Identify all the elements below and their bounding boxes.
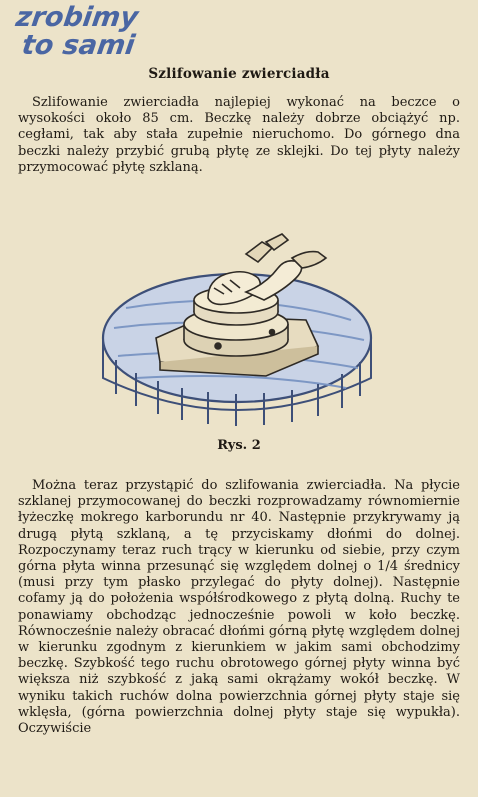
figure-caption: Rys. 2 — [217, 438, 261, 453]
section-logo — [13, 2, 146, 68]
article-paragraph-2: Można teraz przystąpić do szlifowania zwierciadła. Na płycie szklanej przymocowanej do beczki rozprowadzamy równomiernie łyżeczkę mokrego karborundu nr 40. Następnie przykrywamy ją drugą płytą szklaną, a tę przyciskamy dłońmi do dolnej. Rozpoczynamy teraz ruch trący w kierunku od siebie, przy czym górna płyta winna przesunąć się względem dolnej o 1/4 średnicy (musi przy tym płasko przylegać do płyty dolnej). Następnie cofamy ją do położenia współśrodkowego z płytą dolną. Ruchy te ponawiamy obchodząc jednocześnie powoli w koło beczkę. Równocześnie należy obracać dłońmi górną płytę względem dolnej w kierunku zgodnym z kierunkiem w jakim sami obchodzimy beczkę. Szybkość tego ruchu obrotowego górnej płyty winna być większa niż szybkość z jaką sami okrążamy wokół beczkę. W wyniku takich ruchów dolna powierzchnia górnej płyty staje się wklęsła, (górna powierzchnia dolnej płyty staje się wypukła). Oczywiście — [18, 478, 460, 737]
illustration-barrel-grinding — [96, 228, 378, 438]
logo-line-1: zrobimy — [13, 2, 141, 33]
article-paragraph-1: Szlifowanie zwierciadła najlepiej wykonać na beczce o wysokości około 85 cm. Beczkę należy dobrze obciążyć np. cegłami, tak aby stała zupełnie nieruchomo. Do górnego dna beczki należy przybić grubą płytę ze sklejki. Do tej płyty należy przymocować płytę szklaną. — [18, 95, 460, 175]
logo-line-2: to sami — [19, 30, 137, 61]
article-title: Szlifowanie zwierciadła — [148, 66, 330, 82]
